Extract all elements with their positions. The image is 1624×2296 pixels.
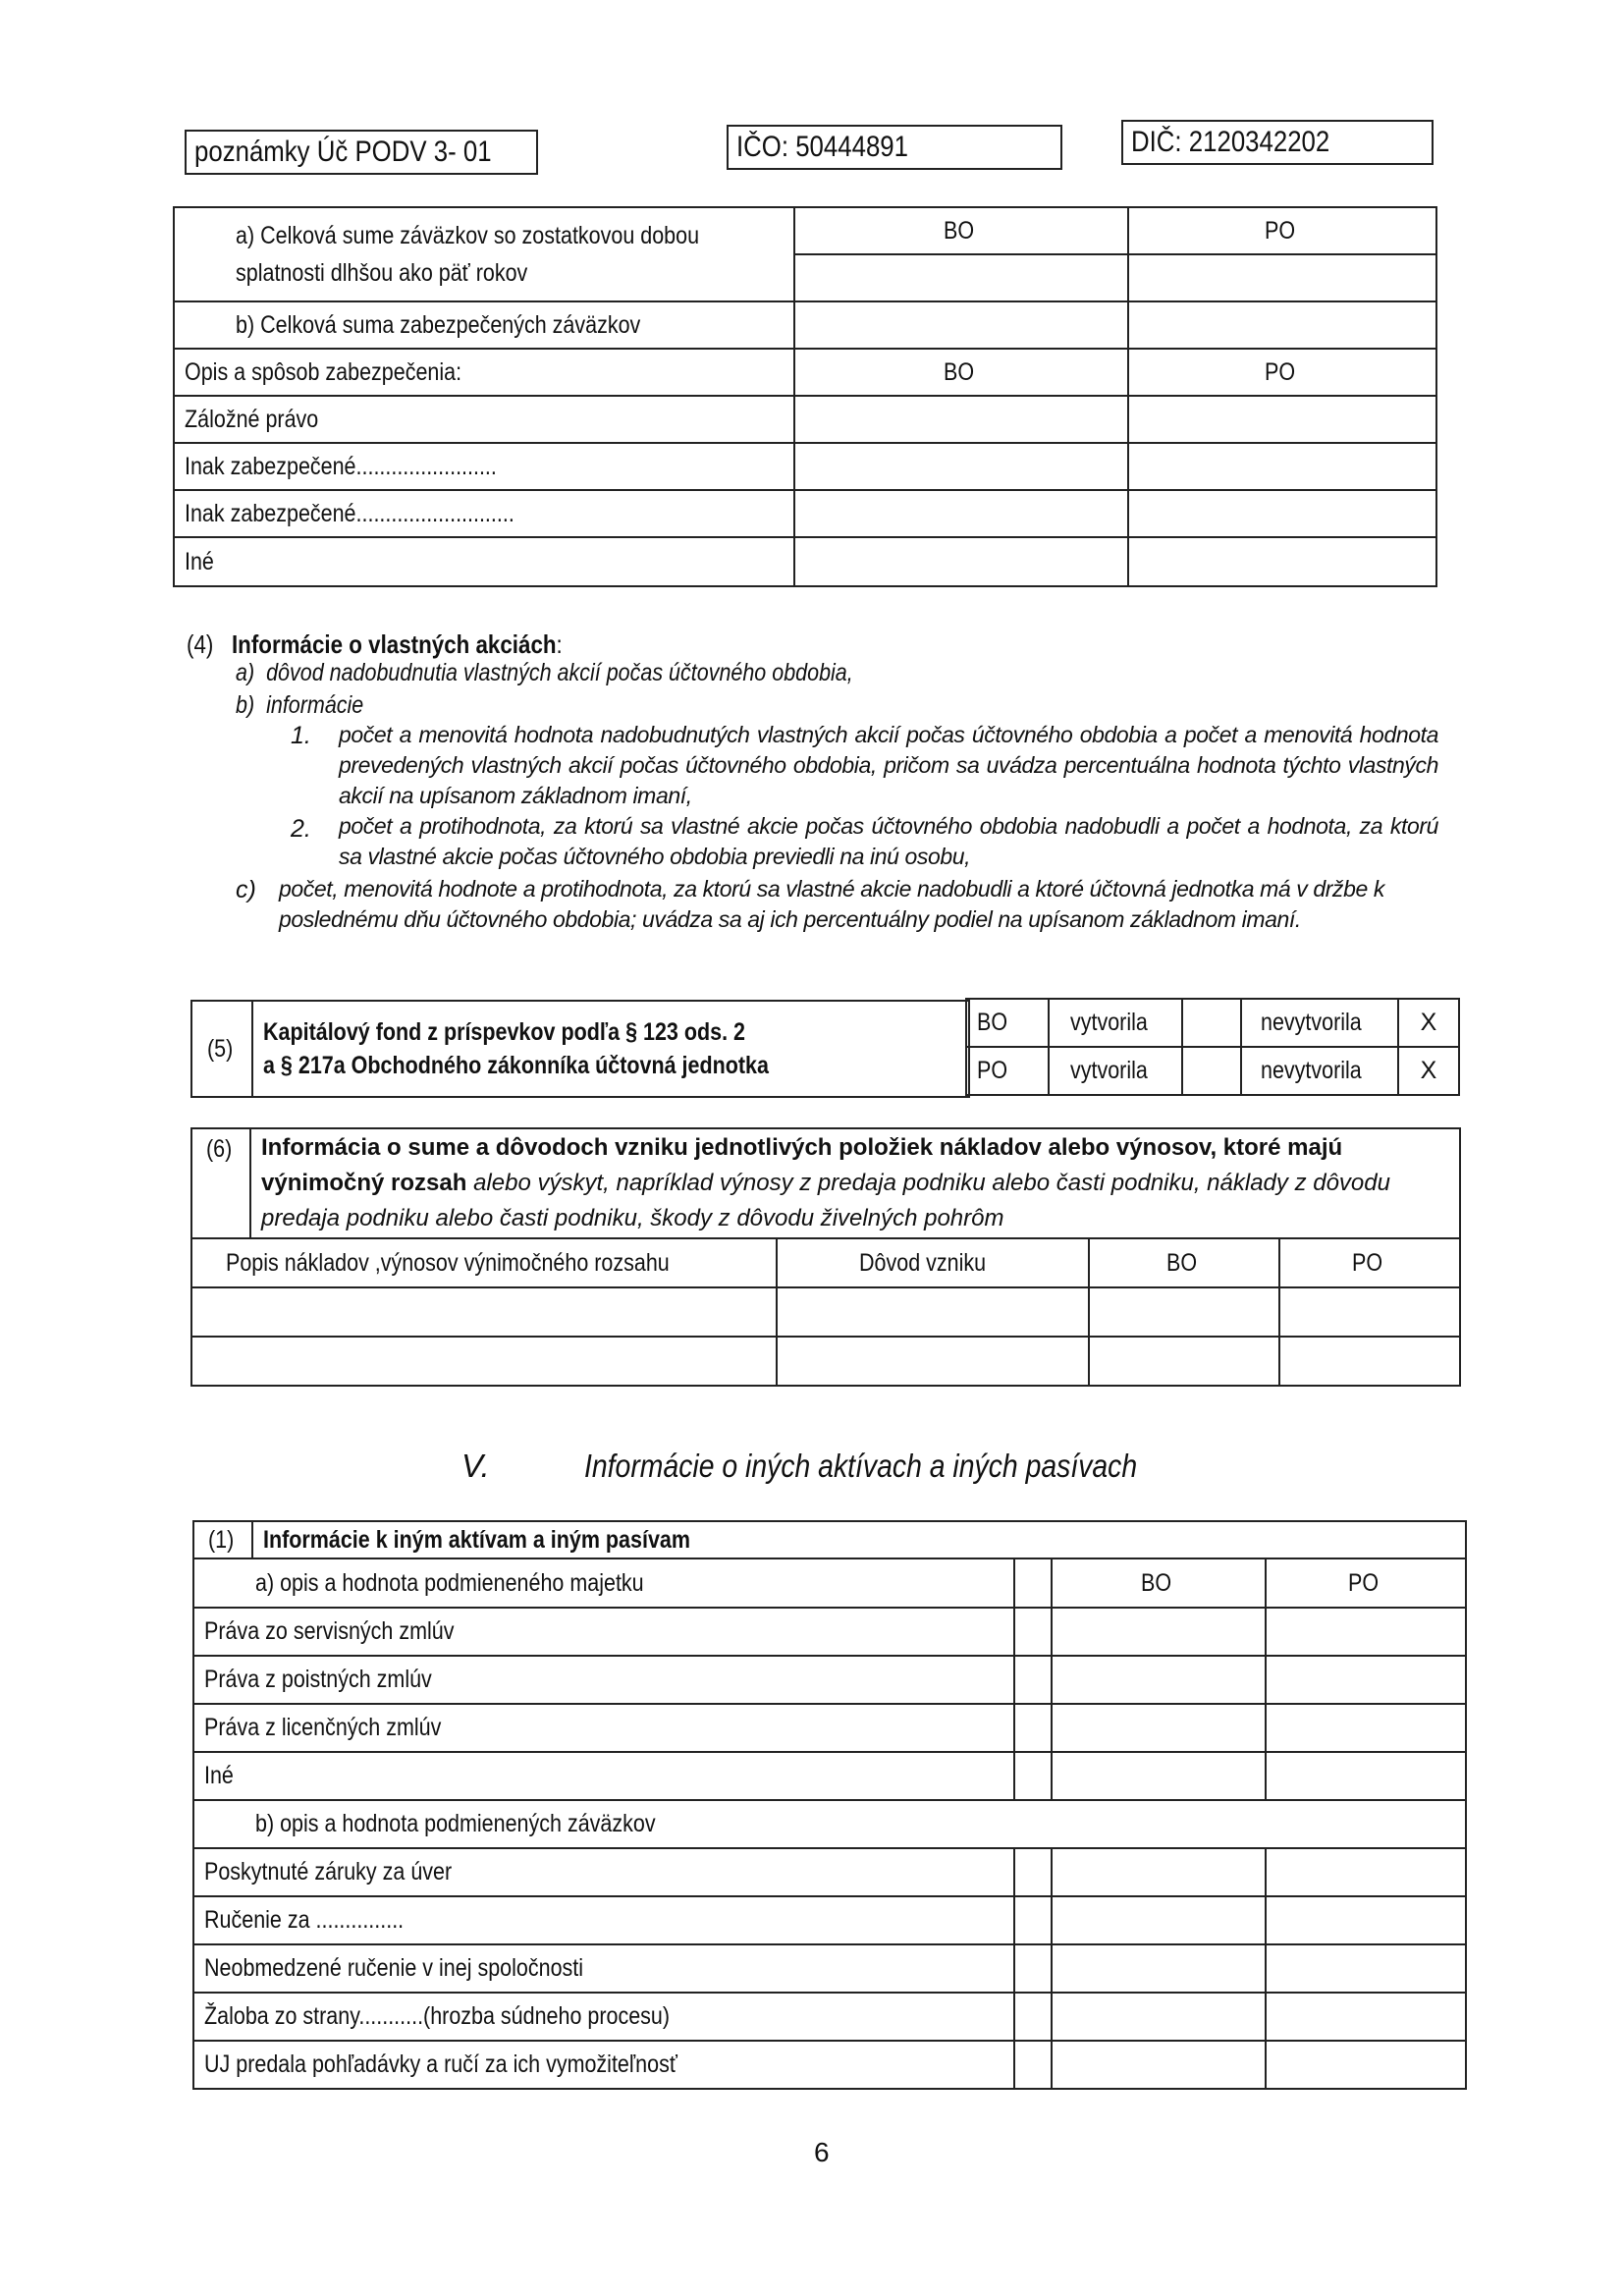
row-label: Ručenie za ...............: [193, 1896, 1014, 1944]
description-cell[interactable]: [191, 1337, 777, 1386]
chapter-title: Informácie o iných aktívach a iných pasívach: [584, 1448, 1138, 1484]
table-row: [191, 1287, 1460, 1337]
section4-item-c-marker: c): [236, 876, 256, 903]
section4-number: (4): [187, 629, 214, 659]
bo-cell[interactable]: [1052, 1848, 1266, 1896]
table-row: [174, 537, 1436, 586]
section4-item-a: a) dôvod nadobudnutia vlastných akcií počas účtovného obdobia,: [236, 659, 853, 686]
section6-table: [190, 1127, 1461, 1387]
table-row: [191, 1337, 1460, 1386]
liabilities-table: [173, 206, 1437, 587]
section5-title: Kapitálový fond z príspevkov podľa § 123 ods. 2 a § 217a Obchodného zákonníka účtovná jednotka: [252, 1001, 969, 1097]
section5-options: [965, 998, 1460, 1096]
column-po-header: PO: [1279, 1238, 1460, 1287]
table-row: [966, 1047, 1459, 1095]
bo-cell[interactable]: [794, 443, 1128, 490]
row-label: Záložné právo: [174, 396, 794, 443]
section4-item-b2-text: počet a protihodnota, za ktorú sa vlastné akcie počas účtovného obdobia nadobudli a počet a hodnota, za ktorú sa vlastné akcie počas účtovného obdobia previedli na inú osobu,: [339, 813, 1438, 869]
row-label: Práva z poistných zmlúv: [193, 1656, 1014, 1704]
row-b-label: b) Celková suma zabezpečených záväzkov: [174, 301, 794, 349]
description-cell[interactable]: [191, 1287, 777, 1337]
row-label: Žaloba zo strany...........(hrozba súdneho procesu): [193, 1993, 1014, 2041]
row-label: Iné: [174, 537, 794, 586]
po-cell[interactable]: [1266, 1944, 1466, 1993]
chapter-numeral: V.: [461, 1448, 490, 1484]
page-number: 6: [814, 2137, 830, 2167]
row-b-bo-cell[interactable]: [794, 301, 1128, 349]
section4-item-b1-text: počet a menovitá hodnota nadobudnutých vlastných akcií počas účtovného obdobia a počet a menovitá hodnota prevedených vlastných akcií počas účtovného obdobia, pričom sa uvádza percentuálna hodnota týchto vlastných akcií na upísanom základnom imaní,: [339, 722, 1438, 808]
bo-cell[interactable]: [1089, 1337, 1279, 1386]
ico-box: [727, 125, 1062, 170]
security-po-header: PO: [1128, 349, 1436, 396]
not-created-label: nevytvorila: [1241, 999, 1398, 1047]
ico-value: IČO: 50444891: [736, 131, 908, 163]
table-row: [193, 1608, 1466, 1656]
mark-cell[interactable]: [1014, 1704, 1052, 1752]
row-label: Práva zo servisných zmlúv: [193, 1608, 1014, 1656]
mark-cell[interactable]: [1014, 1656, 1052, 1704]
form-label-box: [185, 130, 538, 175]
mark-cell[interactable]: [1014, 2041, 1052, 2089]
mark-cell[interactable]: [1014, 1896, 1052, 1944]
column-description-header: Popis nákladov ,výnosov výnimočného rozsahu: [191, 1238, 777, 1287]
po-cell[interactable]: [1266, 1896, 1466, 1944]
po-cell[interactable]: [1266, 1752, 1466, 1800]
created-label: vytvorila: [1049, 999, 1182, 1047]
section-v1-title: Informácie k iným aktívam a iným pasívam: [252, 1521, 1466, 1558]
row-label: Práva z licenčných zmlúv: [193, 1704, 1014, 1752]
po-cell[interactable]: [1266, 1704, 1466, 1752]
po-cell[interactable]: [1128, 443, 1436, 490]
po-cell[interactable]: [1266, 1848, 1466, 1896]
po-cell[interactable]: [1266, 1608, 1466, 1656]
table-row: [174, 443, 1436, 490]
row-a-bo-cell[interactable]: [794, 254, 1128, 301]
column-po-header: PO: [1266, 1558, 1466, 1608]
section5-table: [190, 1000, 970, 1098]
other-assets-liabilities-table: [192, 1520, 1467, 2090]
column-bo-header: BO: [1089, 1238, 1279, 1287]
row-label: Poskytnuté záruky za úver: [193, 1848, 1014, 1896]
not-created-checkbox[interactable]: X: [1398, 1047, 1459, 1095]
created-label: vytvorila: [1049, 1047, 1182, 1095]
row-b-po-cell[interactable]: [1128, 301, 1436, 349]
bo-cell[interactable]: [1052, 1944, 1266, 1993]
created-checkbox[interactable]: [1182, 1047, 1241, 1095]
row-a-po-cell[interactable]: [1128, 254, 1436, 301]
table-row: [193, 1944, 1466, 1993]
table-row: [193, 1993, 1466, 2041]
bo-cell[interactable]: [1052, 1656, 1266, 1704]
po-cell[interactable]: [1279, 1287, 1460, 1337]
bo-cell[interactable]: [1052, 1608, 1266, 1656]
row-label: Inak zabezpečené........................: [174, 443, 794, 490]
section4-item-c-text: počet, menovitá hodnote a protihodnota, za ktorú sa vlastné akcie nadobudli a ktoré účtovná jednotka má v držbe k poslednému dňu účtovného obdobia; uvádza sa aj ich percentuálny podiel na upísanom základnom imaní.: [279, 876, 1384, 932]
po-cell[interactable]: [1128, 490, 1436, 537]
bo-cell[interactable]: [1089, 1287, 1279, 1337]
period-label: BO: [966, 999, 1049, 1047]
bo-cell[interactable]: [1052, 1752, 1266, 1800]
mark-cell[interactable]: [1014, 1944, 1052, 1993]
row-label: Neobmedzené ručenie v inej spoločnosti: [193, 1944, 1014, 1993]
table-row: [193, 1896, 1466, 1944]
column-bo-header: BO: [794, 207, 1128, 254]
a-header: a) opis a hodnota podmieneného majetku: [193, 1558, 1014, 1608]
mark-cell[interactable]: [1014, 1608, 1052, 1656]
section4-heading: (4) Informácie o vlastných akciách:: [187, 629, 563, 659]
dic-value: DIČ: 2120342202: [1131, 126, 1330, 158]
bo-cell[interactable]: [794, 537, 1128, 586]
reason-cell[interactable]: [777, 1337, 1089, 1386]
po-cell[interactable]: [1266, 1993, 1466, 2041]
form-label: poznámky Úč PODV 3- 01: [194, 136, 492, 168]
created-checkbox[interactable]: [1182, 999, 1241, 1047]
mark-column-header: [1014, 1558, 1052, 1608]
bo-cell[interactable]: [794, 396, 1128, 443]
section6-title: Informácia o sume a dôvodoch vzniku jednotlivých položiek nákladov alebo výnosov, ktoré majú výnimočný rozsah alebo výskyt, napríklad výnosy z predaja podniku alebo časti podniku, náklady z dôvodu predaja podniku alebo časti podniku, škody z dôvodu živelných pohrôm: [250, 1128, 1460, 1238]
b-header: b) opis a hodnota podmienených záväzkov: [193, 1800, 1466, 1848]
bo-cell[interactable]: [794, 490, 1128, 537]
section-v1-number: (1): [193, 1521, 252, 1558]
bo-cell[interactable]: [1052, 2041, 1266, 2089]
table-row: [193, 2041, 1466, 2089]
table-row: [193, 1848, 1466, 1896]
po-cell[interactable]: [1128, 396, 1436, 443]
table-row: [193, 1752, 1466, 1800]
table-row: [174, 490, 1436, 537]
table-row: [966, 999, 1459, 1047]
bo-cell[interactable]: [1052, 1704, 1266, 1752]
table-row: [193, 1656, 1466, 1704]
section4-item-b2-marker: 2.: [291, 815, 311, 843]
mark-cell[interactable]: [1014, 1993, 1052, 2041]
section5-number: (5): [191, 1001, 252, 1097]
mark-cell[interactable]: [1014, 1848, 1052, 1896]
row-label: Inak zabezpečené...........................: [174, 490, 794, 537]
bo-cell[interactable]: [1052, 1993, 1266, 2041]
section6-number: (6): [191, 1128, 250, 1238]
section4-title: Informácie o vlastných akciách: [231, 629, 557, 659]
column-reason-header: Dôvod vzniku: [777, 1238, 1089, 1287]
security-bo-header: BO: [794, 349, 1128, 396]
bo-cell[interactable]: [1052, 1896, 1266, 1944]
po-cell[interactable]: [1266, 2041, 1466, 2089]
po-cell[interactable]: [1266, 1656, 1466, 1704]
row-label: UJ predala pohľadávky a ručí za ich vymožiteľnosť: [193, 2041, 1014, 2089]
table-row: [174, 396, 1436, 443]
security-header: Opis a spôsob zabezpečenia:: [174, 349, 794, 396]
po-cell[interactable]: [1128, 537, 1436, 586]
not-created-label: nevytvorila: [1241, 1047, 1398, 1095]
row-label: Iné: [193, 1752, 1014, 1800]
period-label: PO: [966, 1047, 1049, 1095]
column-bo-header: BO: [1052, 1558, 1266, 1608]
dic-box: [1121, 120, 1434, 165]
table-row: [193, 1704, 1466, 1752]
not-created-checkbox[interactable]: X: [1398, 999, 1459, 1047]
row-a-label: a) Celková sume záväzkov so zostatkovou dobou splatnosti dlhšou ako päť rokov: [174, 207, 794, 301]
po-cell[interactable]: [1279, 1337, 1460, 1386]
section4-item-b1-marker: 1.: [291, 722, 311, 749]
column-po-header: PO: [1128, 207, 1436, 254]
section4-item-b: b) informácie: [236, 691, 364, 719]
reason-cell[interactable]: [777, 1287, 1089, 1337]
mark-cell[interactable]: [1014, 1752, 1052, 1800]
